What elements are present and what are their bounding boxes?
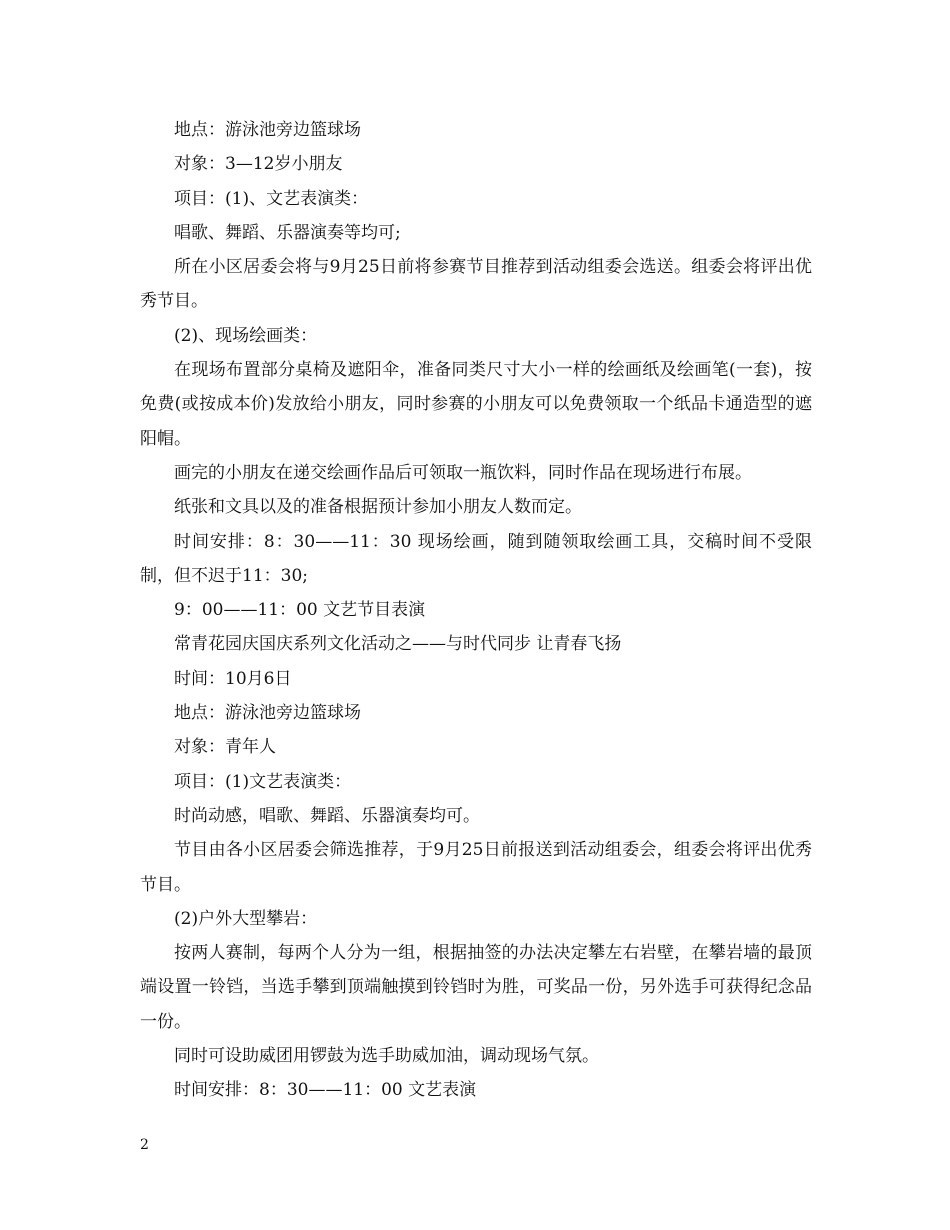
paragraph: 常青花园庆国庆系列文化活动之——与时代同步 让青春飞扬 [174,634,622,655]
paragraph: 对象：3—12岁小朋友 [174,154,343,175]
paragraph: 纸张和文具以及的准备根据预计参加小朋友人数而定。 [174,497,582,518]
paragraph: 项目：(1)、文艺表演类： [174,188,369,209]
paragraph: 节目由各小区居委会筛选推荐，于9月25日前报送到活动组委会，组委会将评出优秀节目。 [140,840,812,895]
paragraph: 唱歌、舞蹈、乐器演奏等均可; [174,222,401,243]
paragraph: 地点：游泳池旁边篮球场 [174,703,361,724]
paragraph: 时间安排：8：30——11：30 现场绘画，随到随领取绘画工具，交稿时间不受限制，但不迟于11：30; [140,531,812,586]
paragraph: 所在小区居委会将与9月25日前将参赛节目推荐到活动组委会选送。组委会将评出优秀节目。 [140,257,812,312]
paragraph: 时间安排：8：30——11：00 文艺表演 [174,1080,477,1101]
paragraph: 画完的小朋友在递交绘画作品后可领取一瓶饮料，同时作品在现场进行布展。 [174,462,752,483]
paragraph: 项目：(1)文艺表演类： [174,771,352,792]
paragraph: (2)、现场绘画类： [174,325,318,346]
paragraph: 时间：10月6日 [174,668,292,689]
paragraph: 地点：游泳池旁边篮球场 [174,120,361,140]
paragraph: 在现场布置部分桌椅及遮阳伞，准备同类尺寸大小一样的绘画纸及绘画笔(一套)，按免费(或按成本价)发放给小朋友，同时参赛的小朋友可以免费领取一个纸品卡通造型的遮阳帽。 [140,360,812,449]
paragraph: 对象：青年人 [174,737,276,758]
paragraph: 同时可设助威团用锣鼓为选手助威加油，调动现场气氛。 [174,1046,599,1067]
page-number: 2 [140,1137,149,1153]
paragraph: 时尚动感，唱歌、舞蹈、乐器演奏均可。 [174,805,480,826]
paragraph: (2)户外大型攀岩： [174,908,318,929]
document-body [140,113,812,1108]
paragraph: 按两人赛制，每两个人分为一组，根据抽签的办法决定攀左右岩壁，在攀岩墙的最顶端设置一铃铛，当选手攀到顶端触摸到铃铛时为胜，可奖品一份，另外选手可获得纪念品一份。 [140,943,812,1032]
paragraph: 9：00——11：00 文艺节目表演 [174,600,426,621]
